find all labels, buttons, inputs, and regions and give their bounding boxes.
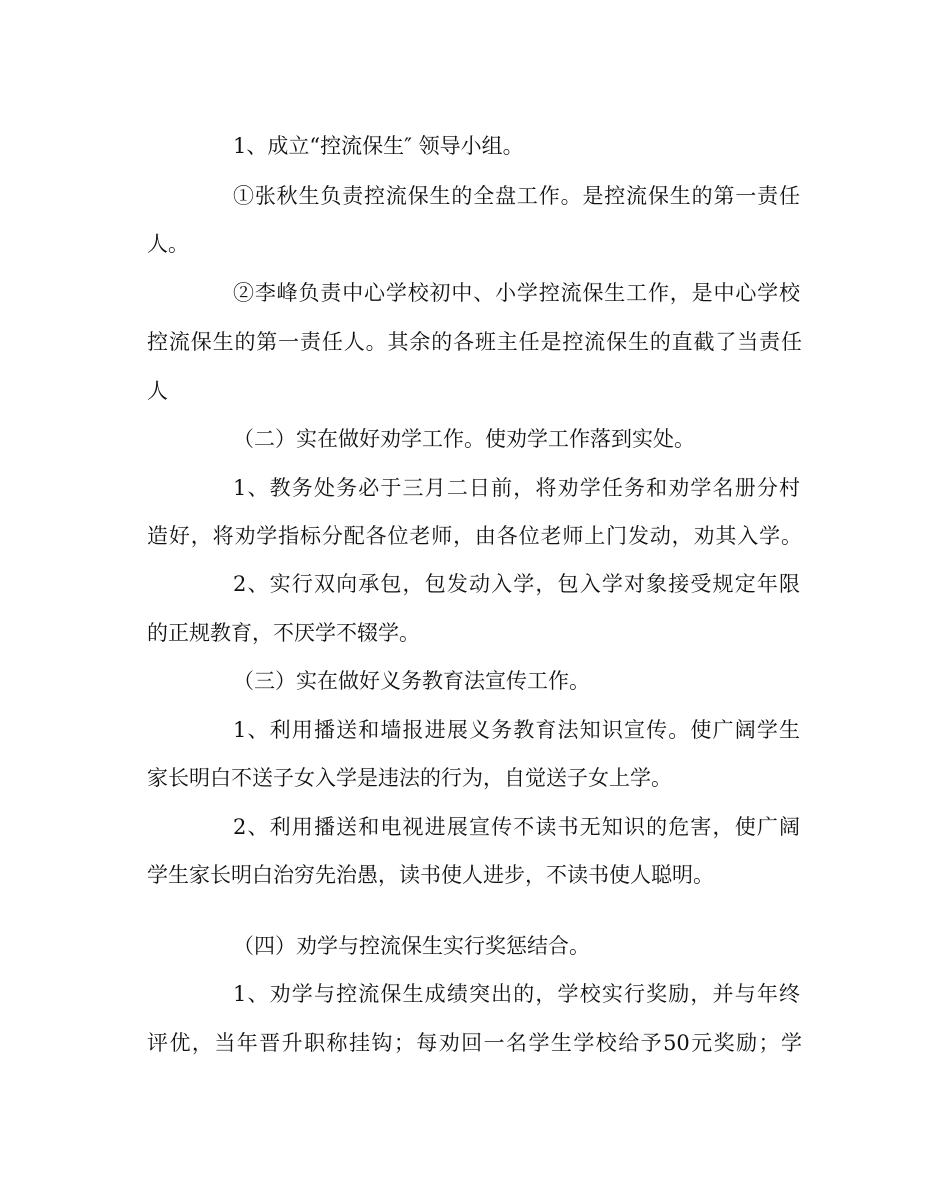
paragraph-line: 的正规教育，不厌学不辍学。 <box>147 621 420 645</box>
section-heading: （四）劝学与控流保生实行奖惩结合。 <box>233 934 590 958</box>
paragraph-line: 2、实行双向承包，包发动入学，包入学对象接受规定年限 <box>233 572 800 596</box>
section-heading: （二）实在做好劝学工作。使劝学工作落到实处。 <box>233 427 695 451</box>
paragraph-line: 家长明白不送子女入学是违法的行为，自觉送子女上学。 <box>147 766 672 790</box>
paragraph-line: 造好，将劝学指标分配各位老师，由各位老师上门发动，劝其入学。 <box>147 524 802 548</box>
paragraph-line: 评优，当年晋升职称挂钩；每劝回一名学生学校给予50元奖励；学 <box>147 1031 802 1055</box>
paragraph-line: 2、利用播送和电视进展宣传不读书无知识的危害，使广阔 <box>233 815 800 839</box>
paragraph-line: 学生家长明白治穷先治愚，读书使人进步，不读书使人聪明。 <box>147 863 714 887</box>
paragraph-line: 人 <box>147 379 168 403</box>
paragraph-line: ②李峰负责中心学校初中、小学控流保生工作，是中心学校 <box>233 281 800 305</box>
paragraph-line: 1、利用播送和墙报进展义务教育法知识宣传。使广阔学生 <box>233 718 800 742</box>
section-heading: （三）实在做好义务教育法宣传工作。 <box>233 669 590 693</box>
paragraph-line: 人。 <box>147 232 189 256</box>
paragraph-line: 1、成立“控流保生″ 领导小组。 <box>233 134 524 158</box>
paragraph-line: 控流保生的第一责任人。其余的各班主任是控流保生的直截了当责任 <box>147 330 802 354</box>
paragraph-line: ①张秋生负责控流保生的全盘工作。是控流保生的第一责任 <box>233 184 800 208</box>
paragraph-line: 1、劝学与控流保生成绩突出的，学校实行奖励，并与年终 <box>233 982 800 1006</box>
paragraph-line: 1、教务处务必于三月二日前，将劝学任务和劝学名册分村 <box>233 476 800 500</box>
